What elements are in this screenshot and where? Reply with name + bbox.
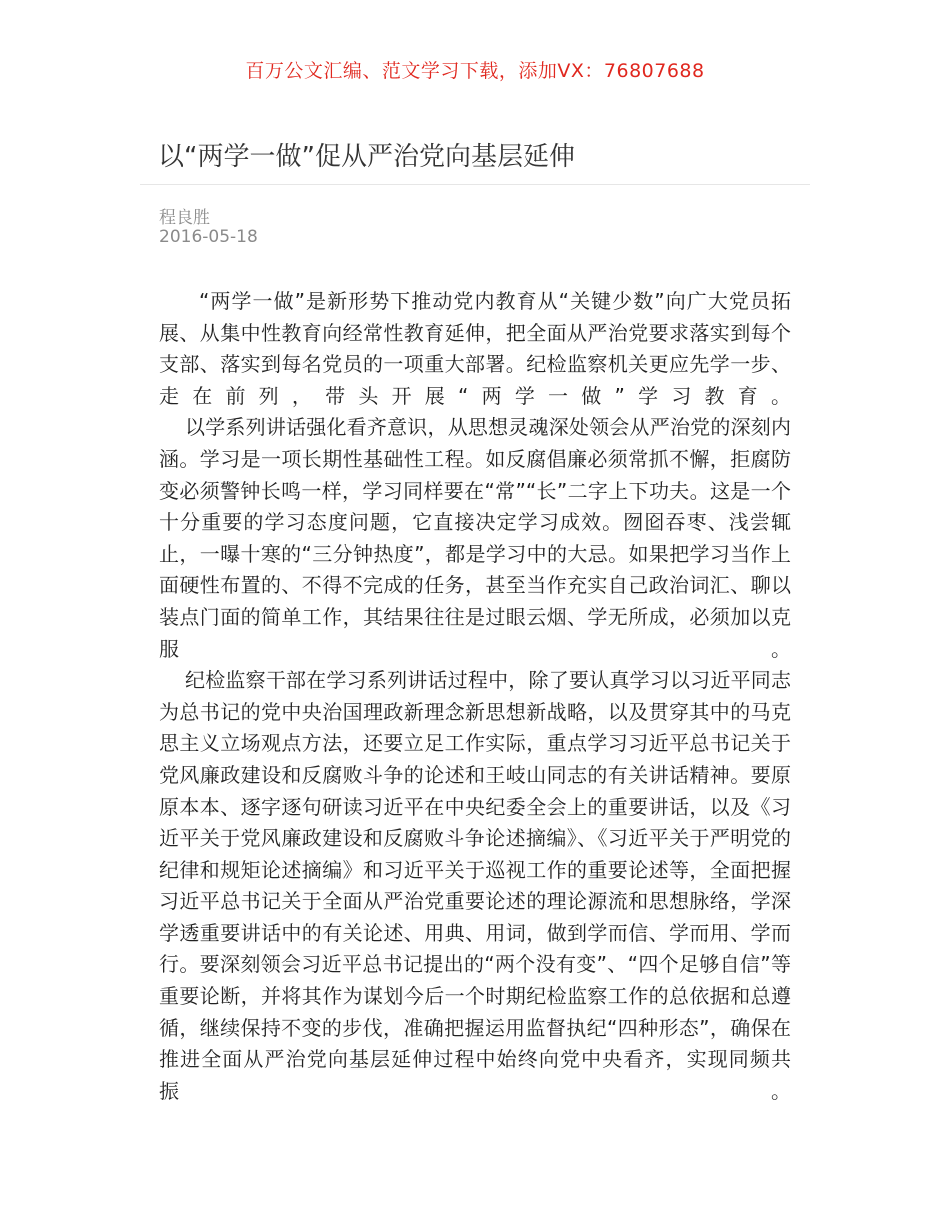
article-body — [159, 286, 791, 1107]
article-title: 以“两学一做”促从严治党向基层延伸 — [158, 142, 575, 172]
title-divider — [140, 184, 810, 185]
article-date: 2016-05-18 — [159, 227, 258, 247]
article-author: 程良胜 — [159, 208, 210, 228]
header-banner: 百万公文汇编、范文学习下载，添加VX：76807688 — [245, 60, 705, 82]
article-paragraph: 以学系列讲话强化看齐意识，从思想灵魂深处领会从严治党的深刻内涵。学习是一项长期性基础性工程。如反腐倡廉必须常抓不懈，拒腐防变必须警钟长鸣一样，学习同样要在“常”“长”二字上下功夫。这是一个十分重要的学习态度问题，它直接决定学习成效。囫囵吞枣、浅尝辄止，一曝十寒的“三分钟热度”，都是学习中的大忌。如果把学习当作上面硬性布置的、不得不完成的任务，甚至当作充实自己政治词汇、聊以装点门面的简单工作，其结果往往是过眼云烟、学无所成，必须加以克服。 — [159, 415, 791, 661]
article-paragraph: “两学一做”是新形势下推动党内教育从“关键少数”向广大党员拓展、从集中性教育向经常性教育延伸，把全面从严治党要求落实到每个支部、落实到每名党员的一项重大部署。纪检监察机关更应先学一步、走在前列，带头开展“两学一做”学习教育。 — [159, 289, 791, 408]
article-paragraph: 纪检监察干部在学习系列讲话过程中，除了要认真学习以习近平同志为总书记的党中央治国理政新理念新思想新战略，以及贯穿其中的马克思主义立场观点方法，还要立足工作实际，重点学习习近平总书记关于党风廉政建设和反腐败斗争的论述和王岐山同志的有关讲话精神。要原原本本、逐字逐句研读习近平在中央纪委全会上的重要讲话，以及《习近平关于党风廉政建设和反腐败斗争论述摘编》、《习近平关于严明党的纪律和规矩论述摘编》和习近平关于巡视工作的重要论述等，全面把握习近平总书记关于全面从严治党重要论述的理论源流和思想脉络，学深学透重要讲话中的有关论述、用典、用词，做到学而信、学而用、学而行。要深刻领会习近平总书记提出的“两个没有变”、“四个足够自信”等重要论断，并将其作为谋划今后一个时期纪检监察工作的总依据和总遵循，继续保持不变的步伐，准确把握运用监督执纪“四种形态”，确保在推进全面从严治党向基层延伸过程中始终向党中央看齐，实现同频共振。 — [159, 668, 791, 1103]
